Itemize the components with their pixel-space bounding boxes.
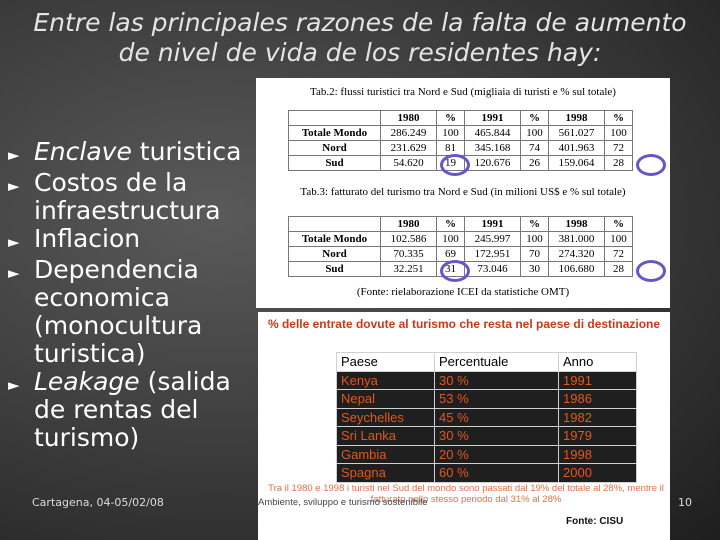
table-cell: 100	[437, 126, 465, 141]
table-cell: 231.629	[381, 141, 437, 156]
table-cell: Paese	[337, 353, 435, 372]
table-cell: 1979	[559, 427, 637, 446]
table-cell: %	[521, 111, 549, 126]
table-row	[337, 390, 637, 409]
table-row	[289, 247, 633, 262]
highlight-circle	[440, 260, 470, 282]
highlight-circle	[636, 260, 666, 282]
table-cell: 30 %	[435, 371, 559, 390]
table-cell: Spagna	[337, 464, 435, 483]
table-cell: 69	[437, 247, 465, 262]
triangle-bullet-icon: ►	[8, 264, 20, 282]
tourism-revenue-image	[258, 312, 670, 540]
table-cell: 381.000	[549, 232, 605, 247]
table-cell: Totale Mondo	[289, 126, 381, 141]
table-cell: Sud	[289, 156, 381, 171]
table-cell: Nord	[289, 247, 381, 262]
bullet-item	[8, 169, 258, 225]
bullet-text: Costos de la infraestructura	[34, 168, 221, 225]
table-row	[289, 232, 633, 247]
highlight-circle	[440, 154, 470, 176]
table-cell: Sri Lanka	[337, 427, 435, 446]
table-cell: 465.844	[465, 126, 521, 141]
table-cell: 72	[605, 141, 633, 156]
table-cell: 60 %	[435, 464, 559, 483]
table-cell: %	[437, 111, 465, 126]
table-cell: 73.046	[465, 262, 521, 277]
table-cell: 106.680	[549, 262, 605, 277]
page-number: 10	[678, 496, 692, 509]
table-cell: 1998	[549, 217, 605, 232]
table-cell: %	[521, 217, 549, 232]
bullet-emphasis: Enclave	[34, 137, 132, 166]
table-cell: 70	[521, 247, 549, 262]
table-cell: 28	[605, 156, 633, 171]
table-cell: 74	[521, 141, 549, 156]
tab2-caption: Tab.2: flussi turistici tra Nord e Sud (migliaia di turisti e % sul totale)	[310, 86, 616, 98]
table-cell: 28	[605, 262, 633, 277]
bullet-text: Dependencia economica (monocultura turistica)	[34, 255, 203, 368]
table-cell: Nord	[289, 141, 381, 156]
revenue-table	[336, 352, 637, 483]
table-cell: Seychelles	[337, 408, 435, 427]
slide-title: Entre las principales razones de la falta de aumento de nivel de vida de los residentes hay:	[33, 8, 687, 67]
footer-date: Cartagena, 04-05/02/08	[32, 496, 164, 509]
bullet-item	[8, 138, 258, 169]
table-cell: %	[437, 217, 465, 232]
table-cell: 1998	[549, 111, 605, 126]
table-cell: %	[605, 217, 633, 232]
footer-overlay-text: Ambiente, sviluppo e turismo sostenibile	[258, 497, 428, 508]
triangle-bullet-icon: ►	[8, 376, 20, 394]
bullet-item	[8, 225, 258, 256]
table-cell: 245.997	[465, 232, 521, 247]
table-cell: Kenya	[337, 371, 435, 390]
table-cell: 1980	[381, 111, 437, 126]
source-note: (Fonte: rielaborazione ICEI da statistiche OMT)	[356, 286, 570, 298]
table-row	[289, 126, 633, 141]
bullet-list	[8, 138, 258, 452]
table-cell: 1986	[559, 390, 637, 409]
table-cell: 20 %	[435, 445, 559, 464]
table-cell: Nepal	[337, 390, 435, 409]
table-cell: 100	[437, 232, 465, 247]
table-cell: 19	[437, 156, 465, 171]
table-cell: 561.027	[549, 126, 605, 141]
highlight-circle	[636, 154, 666, 176]
table-cell: 1991	[465, 111, 521, 126]
table-row	[337, 371, 637, 390]
table-cell: 1982	[559, 408, 637, 427]
table-cell: 32.251	[381, 262, 437, 277]
table-cell	[289, 111, 381, 126]
bullet-text: (salida de rentas del turismo)	[34, 367, 231, 452]
bullet-item	[8, 256, 258, 368]
table-cell: 26	[521, 156, 549, 171]
revenue-table-title: % delle entrate dovute al turismo che resta nel paese di destinazione	[267, 317, 661, 331]
fonte-label: Fonte: CISU	[566, 516, 624, 527]
table-cell: 72	[605, 247, 633, 262]
table-cell: 45 %	[435, 408, 559, 427]
trend-note: Tra il 1980 e 1998 i turisti nel Sud del mondo sono passati dal 19% del totale al 28%, mentre il fatturato nello stesso periodo dal 31% al 28%	[268, 483, 664, 505]
table-cell: 30	[521, 262, 549, 277]
table-cell: %	[605, 111, 633, 126]
table-cell: 159.064	[549, 156, 605, 171]
table-row	[337, 427, 637, 446]
table-cell: 70.335	[381, 247, 437, 262]
table-cell: 1991	[465, 217, 521, 232]
triangle-bullet-icon: ►	[8, 233, 20, 251]
table-row	[289, 141, 633, 156]
table-cell: 2000	[559, 464, 637, 483]
table-cell: 100	[605, 232, 633, 247]
table-cell: Percentuale	[435, 353, 559, 372]
table-cell: 401.963	[549, 141, 605, 156]
table-cell: 1980	[381, 217, 437, 232]
table-cell	[289, 217, 381, 232]
table-cell: 30 %	[435, 427, 559, 446]
triangle-bullet-icon: ►	[8, 146, 20, 164]
triangle-bullet-icon: ►	[8, 177, 20, 195]
table-cell: Anno	[559, 353, 637, 372]
table-cell: 1998	[559, 445, 637, 464]
table-cell: 53 %	[435, 390, 559, 409]
bullet-emphasis: Leakage	[34, 367, 140, 396]
table-row	[337, 408, 637, 427]
bullet-text: turistica	[131, 137, 242, 166]
table-cell: 286.249	[381, 126, 437, 141]
table-row	[337, 464, 637, 483]
table-cell: 172.951	[465, 247, 521, 262]
table-cell: 345.168	[465, 141, 521, 156]
table-cell: 274.320	[549, 247, 605, 262]
table-header-row	[337, 353, 637, 372]
bullet-text: Inflacion	[34, 224, 141, 253]
table-cell: 31	[437, 262, 465, 277]
bullet-item	[8, 368, 258, 452]
table-cell: 102.586	[381, 232, 437, 247]
tourism-tables-image	[256, 78, 670, 308]
table-cell: Sud	[289, 262, 381, 277]
table-cell: 100	[521, 126, 549, 141]
table-cell: 1991	[559, 371, 637, 390]
tab3-caption: Tab.3: fatturato del turismo tra Nord e Sud (in milioni US$ e % sul totale)	[300, 186, 626, 198]
table-cell: 120.676	[465, 156, 521, 171]
table-cell: Totale Mondo	[289, 232, 381, 247]
table-cell: 54.620	[381, 156, 437, 171]
table-cell: 81	[437, 141, 465, 156]
table-cell: Gambia	[337, 445, 435, 464]
table-cell: 100	[521, 232, 549, 247]
table-cell: 100	[605, 126, 633, 141]
table-row	[337, 445, 637, 464]
